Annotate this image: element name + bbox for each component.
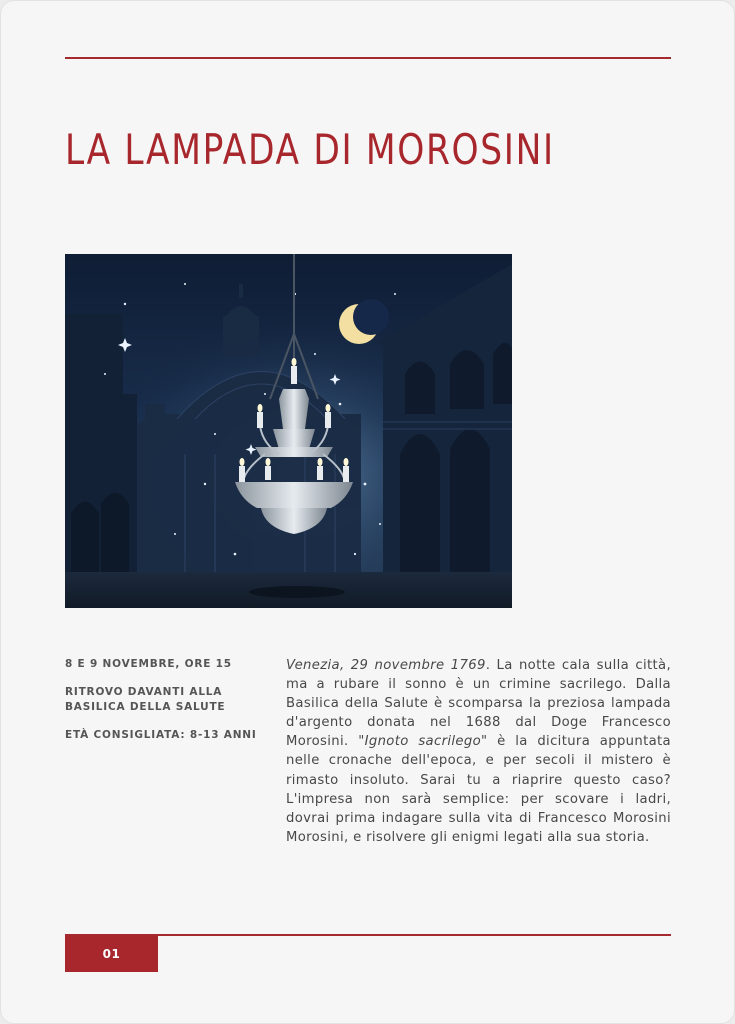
event-info — [65, 657, 275, 756]
story-text-1: . La notte cala sulla città, ma a rubare il sonno è un crimine sacrilego. Dalla Basilica della Salute è scomparsa la preziosa lampada d'argento donata nel 1688 dal Doge Francesco Morosini. " — [286, 658, 671, 750]
story-lead: Venezia, 29 novembre 1769 — [286, 658, 486, 673]
story-quote: Ignoto sacrilego — [364, 734, 481, 750]
story-text-2: " è la dicitura appuntata nelle cronache dell'epoca, e per secoli il mistero è rimasto insoluto. Sarai tu a riaprire questo caso? L'impresa non sarà semplice: per scovare i ladri, dovrai prima indagare sulla vita di Francesco Morosini Morosini, e risolvere gli enigmi legati alla sua storia. — [286, 734, 671, 845]
cover-illustration — [65, 254, 512, 608]
age-recommendation: ETÀ CONSIGLIATA: 8-13 ANNI — [65, 729, 257, 741]
page-title: LA LAMPADA DI MOROSINI — [65, 125, 555, 174]
story-paragraph — [286, 656, 671, 847]
page-number: 01 — [65, 935, 158, 972]
meeting-point: RITROVO DAVANTI ALLA BASILICA DELLA SALUTE — [65, 686, 226, 713]
event-dates: 8 E 9 NOVEMBRE, ORE 15 — [65, 658, 232, 670]
top-divider — [65, 57, 671, 59]
